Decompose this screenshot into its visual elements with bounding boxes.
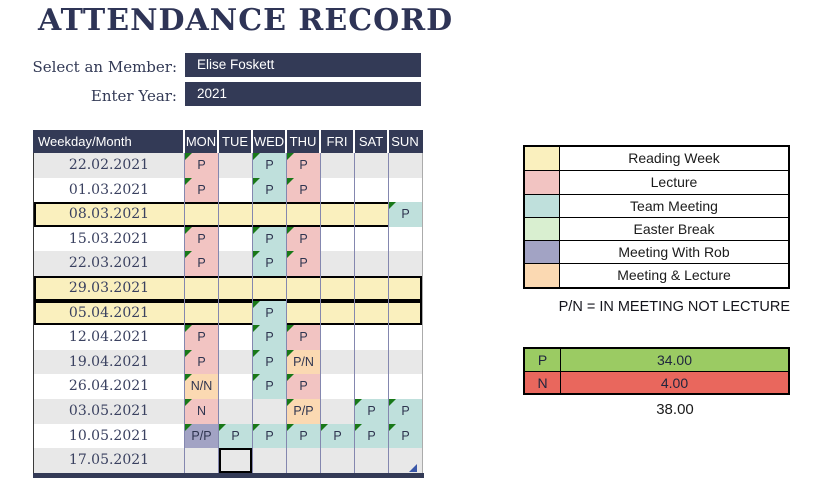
day-cell[interactable] (354, 227, 388, 252)
day-cell[interactable] (320, 153, 354, 178)
day-cell[interactable] (218, 301, 252, 326)
comment-marker-icon (287, 153, 294, 160)
comment-marker-icon (253, 227, 260, 234)
day-cell[interactable] (320, 399, 354, 424)
summary-value: 4.00 (660, 375, 689, 391)
legend-label: Team Meeting (630, 197, 718, 214)
attendance-value: P/P (293, 403, 314, 418)
header-day-tue: TUE (217, 130, 251, 153)
summary-key: N (525, 372, 561, 393)
comment-marker-icon (185, 251, 192, 258)
date-cell[interactable]: 10.05.2021 (68, 427, 150, 444)
comment-marker-icon (185, 374, 192, 381)
table-row (33, 350, 423, 375)
table-resize-handle-icon[interactable] (409, 464, 417, 472)
day-cell[interactable] (354, 202, 388, 227)
day-cell[interactable] (388, 251, 422, 276)
day-cell[interactable] (252, 202, 286, 227)
day-cell[interactable] (252, 251, 286, 276)
legend (523, 145, 790, 289)
attendance-value: P/N (293, 354, 314, 369)
day-cell[interactable] (286, 153, 320, 178)
day-cell[interactable] (354, 251, 388, 276)
comment-marker-icon (185, 325, 192, 332)
date-cell[interactable]: 03.05.2021 (68, 402, 150, 419)
day-cell[interactable] (286, 202, 320, 227)
day-cell[interactable] (320, 301, 354, 326)
attendance-value: P (265, 256, 274, 271)
legend-label: Meeting & Lecture (617, 267, 731, 284)
table-row (33, 202, 423, 227)
day-cell[interactable] (252, 153, 286, 178)
attendance-value: P (197, 354, 206, 369)
day-cell[interactable] (354, 350, 388, 375)
attendance-value: P (401, 428, 410, 443)
day-cell[interactable] (354, 374, 388, 399)
day-cell[interactable] (218, 399, 252, 424)
date-cell[interactable]: 01.03.2021 (68, 181, 150, 198)
legend-row (525, 240, 788, 263)
day-cell[interactable] (286, 325, 320, 350)
day-cell[interactable] (286, 301, 320, 326)
comment-marker-icon (355, 424, 362, 431)
summary-row (525, 349, 788, 371)
day-cell[interactable] (354, 178, 388, 203)
day-cell[interactable] (218, 153, 252, 178)
day-cell[interactable] (184, 350, 218, 375)
day-cell[interactable] (354, 448, 388, 473)
header-weekday-month: Weekday/Month (38, 134, 132, 149)
comment-marker-icon (389, 202, 396, 209)
attendance-value: P (367, 403, 376, 418)
day-cell[interactable] (354, 399, 388, 424)
attendance-value: P (401, 403, 410, 418)
legend-note: P/N = IN MEETING NOT LECTURE (558, 299, 790, 315)
day-cell[interactable] (218, 276, 252, 301)
attendance-value: P (265, 305, 274, 320)
attendance-value: P (265, 354, 274, 369)
day-cell[interactable] (286, 374, 320, 399)
date-cell[interactable]: 22.03.2021 (68, 255, 150, 272)
comment-marker-icon (287, 251, 294, 258)
attendance-value: P (197, 231, 206, 246)
attendance-value: P (299, 330, 308, 345)
attendance-value: N (196, 403, 207, 418)
header-day-mon: MON (183, 130, 217, 153)
day-cell[interactable] (354, 153, 388, 178)
date-cell[interactable]: 29.03.2021 (68, 279, 150, 296)
comment-marker-icon (253, 153, 260, 160)
attendance-value: P (299, 256, 308, 271)
legend-row (525, 194, 788, 217)
comment-marker-icon (253, 350, 260, 357)
day-cell[interactable] (218, 178, 252, 203)
table-row (33, 227, 423, 252)
day-cell[interactable] (252, 325, 286, 350)
day-cell[interactable] (218, 374, 252, 399)
day-cell[interactable] (320, 251, 354, 276)
attendance-value: P (299, 231, 308, 246)
selected-cell[interactable] (218, 448, 252, 473)
attendance-value: P (401, 207, 410, 222)
header-day-sat: SAT (353, 130, 387, 153)
day-cell[interactable] (388, 424, 422, 449)
summary-row (525, 371, 788, 393)
day-cell[interactable] (286, 276, 320, 301)
date-cell[interactable]: 22.02.2021 (68, 157, 150, 173)
attendance-value: P (197, 158, 206, 172)
day-cell[interactable] (252, 424, 286, 449)
comment-marker-icon (253, 374, 260, 381)
table-row (33, 399, 423, 424)
legend-color-swatch (525, 241, 560, 263)
year-input[interactable]: 2021 (185, 82, 421, 106)
day-cell[interactable] (388, 202, 422, 227)
comment-marker-icon (287, 399, 294, 406)
attendance-value: P (299, 379, 308, 394)
day-cell[interactable] (354, 301, 388, 326)
table-row (33, 374, 423, 399)
day-cell[interactable] (320, 276, 354, 301)
comment-marker-icon (185, 424, 192, 431)
member-label: Select an Member: (32, 58, 177, 76)
day-cell[interactable] (184, 399, 218, 424)
day-cell[interactable] (286, 251, 320, 276)
comment-marker-icon (253, 251, 260, 258)
comment-marker-icon (185, 153, 192, 160)
day-cell[interactable] (184, 325, 218, 350)
day-cell[interactable] (252, 227, 286, 252)
summary-total: 38.00 (656, 401, 694, 418)
day-cell[interactable] (184, 424, 218, 449)
attendance-value: P (367, 428, 376, 443)
day-cell[interactable] (388, 153, 422, 178)
attendance-value: P (299, 182, 308, 197)
comment-marker-icon (185, 178, 192, 185)
day-cell[interactable] (252, 276, 286, 301)
comment-marker-icon (185, 350, 192, 357)
comment-marker-icon (287, 424, 294, 431)
legend-color-swatch (525, 171, 560, 193)
table-row (33, 301, 423, 326)
legend-row (525, 147, 788, 170)
day-cell[interactable] (184, 178, 218, 203)
day-cell[interactable] (388, 227, 422, 252)
day-cell[interactable] (320, 325, 354, 350)
summary-table (523, 347, 790, 395)
attendance-value: P (265, 158, 274, 172)
attendance-value: P (333, 428, 342, 443)
day-cell[interactable] (252, 301, 286, 326)
day-cell[interactable] (252, 399, 286, 424)
day-cell[interactable] (218, 202, 252, 227)
day-cell[interactable] (354, 424, 388, 449)
legend-label: Reading Week (628, 150, 720, 166)
header-day-fri: FRI (319, 130, 353, 153)
day-cell[interactable] (388, 276, 422, 301)
day-cell[interactable] (218, 227, 252, 252)
day-cell[interactable] (218, 424, 252, 449)
date-cell[interactable]: 26.04.2021 (68, 378, 150, 395)
table-row (33, 153, 423, 178)
legend-row (525, 217, 788, 240)
attendance-value: P (299, 428, 308, 443)
date-cell[interactable]: 19.04.2021 (68, 353, 150, 370)
table-row (33, 424, 423, 449)
comment-marker-icon (253, 424, 260, 431)
comment-marker-icon (389, 424, 396, 431)
page-title: ATTENDANCE RECORD (38, 3, 454, 38)
table-row (33, 251, 423, 276)
attendance-value: N/N (190, 379, 213, 394)
attendance-value: P/P (191, 428, 212, 443)
legend-color-swatch (525, 195, 560, 217)
day-cell[interactable] (286, 448, 320, 473)
header-day-thu: THU (285, 130, 319, 153)
table-bottom-border (33, 473, 424, 478)
attendance-table (33, 130, 423, 473)
attendance-value: P (265, 330, 274, 345)
day-cell[interactable] (184, 202, 218, 227)
day-cell[interactable] (184, 276, 218, 301)
day-cell[interactable] (218, 251, 252, 276)
attendance-value: P (231, 428, 240, 443)
day-cell[interactable] (184, 251, 218, 276)
day-cell[interactable] (184, 448, 218, 473)
table-row (33, 325, 423, 350)
header-day-wed: WED (251, 130, 285, 153)
comment-marker-icon (253, 301, 260, 308)
day-cell[interactable] (184, 374, 218, 399)
attendance-value: P (265, 182, 274, 197)
comment-marker-icon (185, 227, 192, 234)
legend-label: Easter Break (633, 220, 715, 237)
attendance-table-body (33, 153, 423, 473)
comment-marker-icon (389, 399, 396, 406)
comment-marker-icon (185, 399, 192, 406)
legend-label: Meeting With Rob (618, 244, 730, 261)
day-cell[interactable] (252, 178, 286, 203)
day-cell[interactable] (320, 374, 354, 399)
date-cell[interactable]: 17.05.2021 (68, 452, 150, 469)
day-cell[interactable] (320, 448, 354, 473)
summary-value: 34.00 (656, 352, 693, 368)
day-cell[interactable] (286, 227, 320, 252)
day-cell[interactable] (286, 350, 320, 375)
day-cell[interactable] (252, 374, 286, 399)
attendance-value: P (265, 231, 274, 246)
comment-marker-icon (321, 424, 328, 431)
day-cell[interactable] (388, 399, 422, 424)
day-cell[interactable] (320, 424, 354, 449)
comment-marker-icon (287, 178, 294, 185)
table-row (33, 448, 423, 473)
attendance-value: P (197, 330, 206, 345)
date-cell[interactable]: 15.03.2021 (68, 230, 150, 247)
comment-marker-icon (253, 178, 260, 185)
day-cell[interactable] (286, 424, 320, 449)
attendance-table-header (33, 130, 423, 153)
legend-color-swatch (525, 147, 560, 170)
date-cell[interactable]: 12.04.2021 (68, 329, 150, 346)
day-cell[interactable] (252, 350, 286, 375)
comment-marker-icon (287, 374, 294, 381)
day-cell[interactable] (252, 448, 286, 473)
day-cell[interactable] (218, 350, 252, 375)
day-cell[interactable] (320, 202, 354, 227)
day-cell[interactable] (184, 227, 218, 252)
comment-marker-icon (253, 325, 260, 332)
day-cell[interactable] (388, 325, 422, 350)
attendance-value: P (197, 182, 206, 197)
date-cell[interactable]: 08.03.2021 (68, 206, 150, 223)
comment-marker-icon (287, 325, 294, 332)
day-cell[interactable] (388, 374, 422, 399)
day-cell[interactable] (184, 301, 218, 326)
member-input[interactable]: Elise Foskett (185, 53, 421, 77)
day-cell[interactable] (320, 350, 354, 375)
day-cell[interactable] (388, 301, 422, 326)
attendance-value: P (265, 379, 274, 394)
day-cell[interactable] (320, 178, 354, 203)
legend-row (525, 263, 788, 286)
day-cell[interactable] (286, 178, 320, 203)
day-cell[interactable] (320, 227, 354, 252)
summary-key: P (525, 349, 561, 371)
attendance-value: P (265, 428, 274, 443)
day-cell[interactable] (354, 276, 388, 301)
legend-color-swatch (525, 264, 560, 286)
table-row (33, 276, 423, 301)
comment-marker-icon (287, 227, 294, 234)
attendance-value: P (299, 158, 308, 172)
date-cell[interactable]: 05.04.2021 (68, 304, 150, 321)
comment-marker-icon (219, 424, 226, 431)
day-cell[interactable] (388, 350, 422, 375)
legend-label: Lecture (650, 174, 698, 191)
comment-marker-icon (355, 399, 362, 406)
day-cell[interactable] (218, 325, 252, 350)
attendance-value: P (197, 256, 206, 271)
comment-marker-icon (287, 350, 294, 357)
day-cell[interactable] (388, 178, 422, 203)
header-day-sun: SUN (387, 130, 421, 153)
day-cell[interactable] (184, 153, 218, 178)
legend-row (525, 170, 788, 193)
day-cell[interactable] (286, 399, 320, 424)
day-cell[interactable] (354, 325, 388, 350)
legend-color-swatch (525, 218, 560, 240)
year-label: Enter Year: (90, 87, 177, 105)
table-row (33, 178, 423, 203)
